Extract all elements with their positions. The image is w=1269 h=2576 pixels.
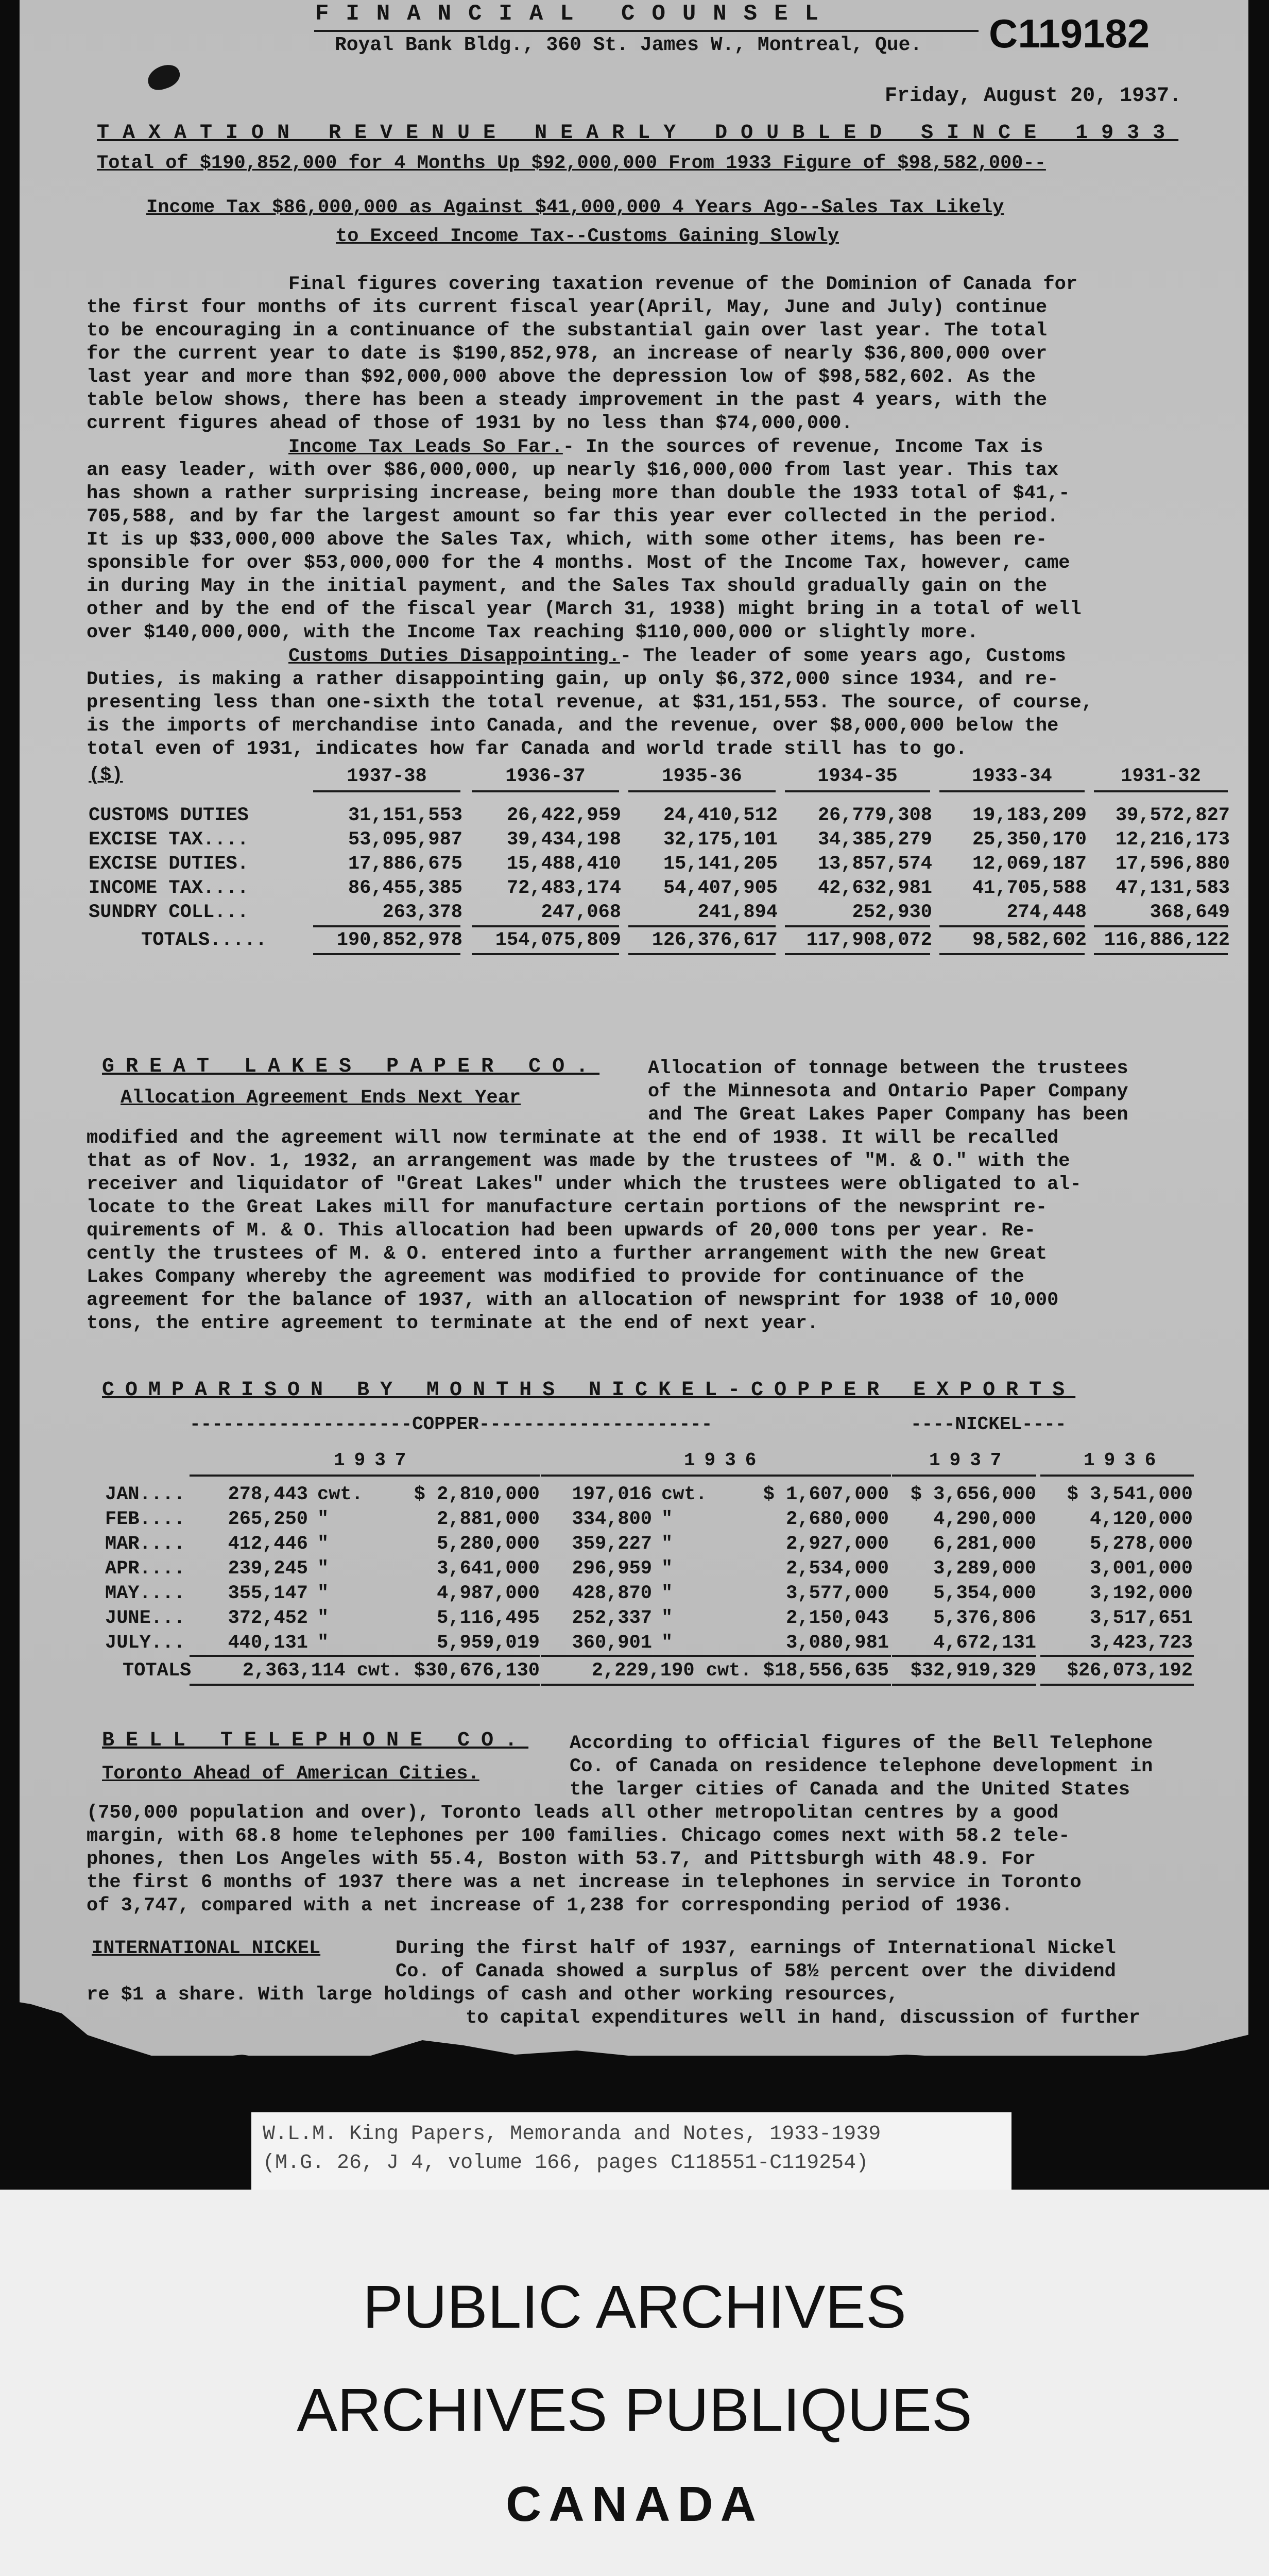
revenue-cell: 241,894 (697, 902, 778, 923)
exports-cell: 2,680,000 (786, 1509, 889, 1530)
lead-p2-first-line: Income Tax Leads So Far.- In the sources of revenue, Income Tax is (288, 436, 1043, 458)
great-lakes-side-line: and The Great Lakes Paper Company has been (648, 1104, 1128, 1126)
bell-line: the first 6 months of 1937 there was a net increase in telephones in service in Toronto (87, 1872, 1082, 1893)
revenue-cell: 86,455,385 (348, 877, 462, 899)
exports-cell: 3,517,651 (1090, 1607, 1193, 1629)
footer-archives-publiques: ARCHIVES PUBLIQUES (297, 2376, 972, 2444)
exports-totals-rule (541, 1655, 891, 1657)
revenue-unit: ($) (89, 765, 123, 786)
exports-totals-rule (541, 1684, 891, 1686)
revenue-header-rule (785, 790, 930, 792)
exports-cell: " (661, 1509, 673, 1530)
exports-totals-rule (1040, 1684, 1194, 1686)
revenue-cell: 47,131,583 (1115, 877, 1230, 899)
archive-footer (0, 2190, 1269, 2576)
exports-cell: 359,227 (572, 1533, 652, 1555)
exports-cell: 296,959 (572, 1558, 652, 1580)
exports-totals-label: TOTALS (123, 1660, 192, 1682)
exports-cell: 3,001,000 (1090, 1558, 1193, 1580)
exports-cell: " (317, 1509, 329, 1530)
great-lakes-subhead: Allocation Agreement Ends Next Year (121, 1087, 521, 1109)
exports-cell: $ 3,541,000 (1067, 1484, 1193, 1505)
revenue-column-header: 1937-38 (347, 766, 427, 787)
nickel-1936-label: 1936 (1084, 1450, 1165, 1471)
exports-cell: 4,290,000 (933, 1509, 1036, 1530)
revenue-totals-double-rule (785, 953, 930, 955)
exports-month-label: MAR.... (105, 1533, 185, 1555)
exports-cell: " (661, 1558, 673, 1580)
copper-1937-label: 1937 (334, 1450, 416, 1471)
exports-cell: 252,337 (572, 1607, 652, 1629)
lead-p3-line: total even of 1931, indicates how far Canada and world trade still has to go. (87, 738, 967, 760)
revenue-cell: 247,068 (541, 902, 621, 923)
revenue-totals-rule (628, 925, 776, 927)
revenue-totals-rule (472, 925, 619, 927)
letterhead-rule (314, 30, 979, 32)
inco-line: to capital expenditures well in hand, discussion of further (466, 2007, 1141, 2029)
firm-address: Royal Bank Bldg., 360 St. James W., Montreal, Que. (335, 34, 922, 56)
exports-cell: 355,147 (228, 1583, 308, 1604)
bell-line: phones, then Los Angeles with 55.4, Boston with 53.7, and Pittsburgh with 48.9. For (87, 1849, 1036, 1870)
revenue-cell: 41,705,588 (972, 877, 1087, 899)
nickel-1937-label: 1937 (929, 1450, 1011, 1471)
great-lakes-line: cently the trustees of M. & O. entered into a further arrangement with the new Great (87, 1243, 1048, 1265)
revenue-totals-double-rule (1094, 953, 1228, 955)
revenue-header-rule (472, 790, 619, 792)
revenue-total-cell: 126,376,617 (651, 929, 778, 951)
exports-cell: 2,150,043 (786, 1607, 889, 1629)
revenue-cell: 15,141,205 (663, 853, 778, 875)
revenue-cell: 12,069,187 (972, 853, 1087, 875)
revenue-total-cell: 190,852,978 (336, 929, 462, 951)
exports-cell: 278,443 (228, 1484, 308, 1505)
archive-caption (251, 2112, 1011, 2191)
revenue-totals-double-rule (939, 953, 1085, 955)
revenue-header-rule (939, 790, 1085, 792)
great-lakes-line: modified and the agreement will now terminate at the end of 1938. It will be recalled (87, 1127, 1059, 1149)
bell-line: (750,000 population and over), Toronto leads all other metropolitan centres by a good (87, 1802, 1059, 1824)
exports-month-label: MAY.... (105, 1583, 185, 1604)
bell-side-line: the larger cities of Canada and the United States (570, 1779, 1130, 1801)
revenue-total-cell: 116,886,122 (1104, 929, 1230, 951)
exports-cell: " (317, 1607, 329, 1629)
revenue-cell: 32,175,101 (663, 829, 778, 851)
footer-public-archives: PUBLIC ARCHIVES (363, 2273, 906, 2341)
revenue-cell: 13,857,574 (817, 853, 932, 875)
lead-p1-line: table below shows, there has been a steady improvement in the past 4 years, with the (87, 389, 1048, 411)
revenue-cell: 26,779,308 (817, 805, 932, 826)
revenue-total-cell: 154,075,809 (495, 929, 621, 951)
lead-p3-first-line: Customs Duties Disappointing.- The leader of some years ago, Customs (288, 646, 1066, 667)
inco-line: During the first half of 1937, earnings of International Nickel (396, 1938, 1116, 1959)
revenue-totals-double-rule (628, 953, 776, 955)
revenue-cell: 39,434,198 (506, 829, 621, 851)
lead-p3-line: Duties, is making a rather disappointing gain, up only $6,372,000 since 1934, and re- (87, 669, 1059, 690)
exports-totals-rule (190, 1684, 540, 1686)
exports-month-label: JAN.... (105, 1484, 185, 1505)
exports-rule (541, 1475, 891, 1477)
document-page (20, 0, 1248, 2056)
bell-side-line: Co. of Canada on residence telephone development in (570, 1756, 1153, 1777)
great-lakes-line: locate to the Great Lakes mill for manufacture certain portions of the newsprint re- (87, 1197, 1048, 1218)
great-lakes-line: Lakes Company whereby the agreement was modified to provide for continuance of the (87, 1266, 1024, 1288)
exports-cell: cwt. (317, 1484, 363, 1505)
lead-p1-line: for the current year to date is $190,852,978, an increase of nearly $36,800,000 over (87, 343, 1048, 365)
exports-totals-rule (1040, 1655, 1194, 1657)
exports-cell: " (317, 1558, 329, 1580)
lead-p2-line: an easy leader, with over $86,000,000, up nearly $16,000,000 from last year. This tax (87, 460, 1059, 481)
revenue-cell: 15,488,410 (506, 853, 621, 875)
exports-cell: 3,423,723 (1090, 1632, 1193, 1654)
great-lakes-side-line: Allocation of tonnage between the trustees (648, 1058, 1128, 1079)
exports-headline: COMPARISON BY MONTHS NICKEL-COPPER EXPORTS (102, 1379, 1076, 1402)
revenue-header-rule (628, 790, 776, 792)
lead-p2-line: sponsible for over $53,000,000 for the 4 months. Most of the Income Tax, however, came (87, 552, 1070, 574)
exports-month-label: FEB.... (105, 1509, 185, 1530)
lead-p2-line: It is up $33,000,000 above the Sales Tax, which, with some other items, has been re- (87, 529, 1048, 551)
revenue-totals-rule (313, 925, 460, 927)
revenue-cell: 263,378 (382, 902, 462, 923)
exports-cell: $ 2,810,000 (414, 1484, 540, 1505)
exports-cell: " (661, 1607, 673, 1629)
exports-cell: 5,354,000 (933, 1583, 1036, 1604)
lead-p3-line: presenting less than one-sixth the total revenue, at $31,151,553. The source, of course, (87, 692, 1093, 714)
exports-cell: 4,120,000 (1090, 1509, 1193, 1530)
copper-group-label: --------------------COPPER--------------------- (190, 1414, 713, 1435)
exports-month-label: APR.... (105, 1558, 185, 1580)
exports-cell: " (661, 1533, 673, 1555)
lead-p1-line: to be encouraging in a continuance of the substantial gain over last year. The total (87, 320, 1048, 342)
revenue-cell: 25,350,170 (972, 829, 1087, 851)
exports-cell: " (317, 1533, 329, 1555)
revenue-totals-double-rule (472, 953, 619, 955)
great-lakes-line: quirements of M. & O. This allocation had been upwards of 20,000 tons per year. Re- (87, 1220, 1036, 1242)
revenue-row-label: INCOME TAX.... (89, 877, 249, 899)
revenue-header-rule (313, 790, 460, 792)
revenue-totals-double-rule (313, 953, 460, 955)
exports-total-cell: $32,919,329 (910, 1660, 1036, 1682)
exports-rule (190, 1475, 540, 1477)
lead-p2-line: over $140,000,000, with the Income Tax reaching $110,000,000 or slightly more. (87, 622, 979, 643)
exports-total-cell: 2,363,114 cwt. $30,676,130 (242, 1660, 540, 1682)
exports-totals-rule (892, 1684, 1036, 1686)
exports-cell: 428,870 (572, 1583, 652, 1604)
great-lakes-line: agreement for the balance of 1937, with an allocation of newsprint for 1938 of 10,000 (87, 1290, 1059, 1311)
exports-cell: 197,016 (572, 1484, 652, 1505)
lead-p3-line: is the imports of merchandise into Canada, and the revenue, over $8,000,000 below the (87, 715, 1059, 737)
exports-cell: $ 1,607,000 (763, 1484, 889, 1505)
firm-name: FINANCIAL COUNSEL (315, 1, 835, 27)
great-lakes-line: that as of Nov. 1, 1932, an arrangement was made by the trustees of "M. & O." with the (87, 1150, 1070, 1172)
archive-caption-line: W.L.M. King Papers, Memoranda and Notes, 1933-1939 (263, 2123, 881, 2146)
exports-cell: 5,280,000 (437, 1533, 540, 1555)
exports-cell: 5,278,000 (1090, 1533, 1193, 1555)
exports-cell: 3,080,981 (786, 1632, 889, 1654)
exports-rule (1040, 1475, 1194, 1477)
revenue-column-header: 1934-35 (817, 766, 898, 787)
exports-cell: 360,901 (572, 1632, 652, 1654)
revenue-row-label: CUSTOMS DUTIES (89, 805, 249, 826)
ink-blot (145, 61, 183, 93)
revenue-cell: 31,151,553 (348, 805, 462, 826)
lead-p2-line: has shown a rather surprising increase, being more than double the 1933 total of $41,- (87, 483, 1070, 504)
exports-cell: 3,192,000 (1090, 1583, 1193, 1604)
revenue-cell: 17,886,675 (348, 853, 462, 875)
lead-p2-line: in during May in the initial payment, and the Sales Tax should gradually gain on the (87, 575, 1048, 597)
revenue-total-cell: 117,908,072 (806, 929, 932, 951)
inco-line: Co. of Canada showed a surplus of 58½ percent over the dividend (396, 1961, 1116, 1982)
great-lakes-line: tons, the entire agreement to terminate at the end of next year. (87, 1313, 819, 1334)
revenue-header-rule (1094, 790, 1228, 792)
archive-caption-line: (M.G. 26, J 4, volume 166, pages C118551-C119254) (263, 2151, 869, 2175)
customs-subheading: Customs Duties Disappointing. (288, 646, 620, 667)
great-lakes-headline: GREAT LAKES PAPER CO. (102, 1055, 600, 1078)
exports-cell: cwt. (661, 1484, 707, 1505)
revenue-column-header: 1935-36 (662, 766, 742, 787)
revenue-cell: 39,572,827 (1115, 805, 1230, 826)
nickel-group-label: ----NICKEL---- (911, 1414, 1067, 1435)
bell-line: margin, with 68.8 home telephones per 100 families. Chicago comes next with 58.2 tele- (87, 1825, 1070, 1847)
bell-headline: BELL TELEPHONE CO. (102, 1729, 529, 1752)
exports-cell: " (317, 1583, 329, 1604)
revenue-column-header: 1931-32 (1121, 766, 1201, 787)
exports-month-label: JUNE... (105, 1607, 185, 1629)
revenue-cell: 53,095,987 (348, 829, 462, 851)
lead-p1-line: Final figures covering taxation revenue of the Dominion of Canada for (288, 274, 1078, 295)
exports-cell: " (661, 1632, 673, 1654)
inco-line: re $1 a share. With large holdings of cash and other working resources, (87, 1984, 899, 2006)
revenue-cell: 42,632,981 (817, 877, 932, 899)
revenue-totals-rule (1094, 925, 1228, 927)
bell-side-line: According to official figures of the Bell Telephone (570, 1733, 1153, 1754)
exports-cell: 412,446 (228, 1533, 308, 1555)
exports-cell: 5,959,019 (437, 1632, 540, 1654)
exports-month-label: JULY... (105, 1632, 185, 1654)
inco-headline: INTERNATIONAL NICKEL (92, 1938, 321, 1959)
exports-cell: " (661, 1583, 673, 1604)
exports-cell: 239,245 (228, 1558, 308, 1580)
exports-cell: $ 3,656,000 (910, 1484, 1036, 1505)
exports-rule (892, 1475, 1036, 1477)
revenue-cell: 24,410,512 (663, 805, 778, 826)
income-tax-subheading: Income Tax Leads So Far. (288, 436, 563, 458)
exports-cell: 4,987,000 (437, 1583, 540, 1604)
exports-cell: 4,672,131 (933, 1632, 1036, 1654)
exports-cell: 372,452 (228, 1607, 308, 1629)
lead-p2-line: 705,588, and by far the largest amount so far this year ever collected in the period. (87, 506, 1059, 528)
lead-p1-line: current figures ahead of those of 1931 by no less than $74,000,000. (87, 413, 853, 434)
exports-cell: 440,131 (228, 1632, 308, 1654)
revenue-cell: 17,596,880 (1115, 853, 1230, 875)
exports-totals-rule (892, 1655, 1036, 1657)
revenue-cell: 26,422,959 (506, 805, 621, 826)
revenue-totals-label: TOTALS..... (141, 929, 267, 951)
exports-cell: 3,641,000 (437, 1558, 540, 1580)
exports-cell: 2,881,000 (437, 1509, 540, 1530)
revenue-row-label: SUNDRY COLL... (89, 902, 249, 923)
bell-subhead: Toronto Ahead of American Cities. (102, 1763, 479, 1785)
footer-canada: CANADA (506, 2477, 763, 2532)
exports-cell: 3,289,000 (933, 1558, 1036, 1580)
revenue-cell: 12,216,173 (1115, 829, 1230, 851)
revenue-cell: 72,483,174 (506, 877, 621, 899)
revenue-cell: 368,649 (1150, 902, 1230, 923)
revenue-row-label: EXCISE TAX.... (89, 829, 249, 851)
great-lakes-line: receiver and liquidator of "Great Lakes" under which the trustees were obligated to al- (87, 1174, 1082, 1195)
exports-cell: 6,281,000 (933, 1533, 1036, 1555)
revenue-cell: 34,385,279 (817, 829, 932, 851)
lead-p2-line: other and by the end of the fiscal year (March 31, 1938) might bring in a total of well (87, 599, 1082, 620)
exports-cell: 2,534,000 (786, 1558, 889, 1580)
exports-cell: 2,927,000 (786, 1533, 889, 1555)
revenue-cell: 252,930 (852, 902, 932, 923)
revenue-totals-rule (939, 925, 1085, 927)
exports-cell: 265,250 (228, 1509, 308, 1530)
revenue-column-header: 1936-37 (505, 766, 586, 787)
lead-headline: TAXATION REVENUE NEARLY DOUBLED SINCE 1933 (97, 122, 1179, 145)
lead-subhead-2: Income Tax $86,000,000 as Against $41,000,000 4 Years Ago--Sales Tax Likely (146, 197, 1004, 218)
copper-1936-label: 1936 (684, 1450, 766, 1471)
lead-subhead-1: Total of $190,852,000 for 4 Months Up $92,000,000 From 1933 Figure of $98,582,000-- (97, 152, 1046, 174)
revenue-cell: 54,407,905 (663, 877, 778, 899)
exports-cell: 334,800 (572, 1509, 652, 1530)
revenue-totals-rule (785, 925, 930, 927)
exports-cell: 3,577,000 (786, 1583, 889, 1604)
revenue-total-cell: 98,582,602 (972, 929, 1087, 951)
revenue-cell: 274,448 (1006, 902, 1087, 923)
revenue-row-label: EXCISE DUTIES. (89, 853, 249, 875)
exports-totals-rule (190, 1655, 540, 1657)
exports-cell: " (317, 1632, 329, 1654)
revenue-column-header: 1933-34 (972, 766, 1052, 787)
archive-stamp-number: C119182 (989, 11, 1150, 56)
lead-p1-line: last year and more than $92,000,000 above the depression low of $98,582,602. As the (87, 366, 1036, 388)
exports-cell: 5,116,495 (437, 1607, 540, 1629)
torn-page-edge (0, 1968, 1269, 2071)
exports-cell: 5,376,806 (933, 1607, 1036, 1629)
revenue-cell: 19,183,209 (972, 805, 1087, 826)
issue-date: Friday, August 20, 1937. (885, 84, 1182, 108)
bell-line: of 3,747, compared with a net increase of 1,238 for corresponding period of 1936. (87, 1895, 1013, 1917)
lead-subhead-3: to Exceed Income Tax--Customs Gaining Slowly (336, 226, 839, 247)
lead-p1-line: the first four months of its current fiscal year(April, May, June and July) continue (87, 297, 1048, 318)
exports-total-cell: $26,073,192 (1067, 1660, 1193, 1682)
exports-total-cell: 2,229,190 cwt. $18,556,635 (591, 1660, 889, 1682)
great-lakes-side-line: of the Minnesota and Ontario Paper Company (648, 1081, 1128, 1103)
